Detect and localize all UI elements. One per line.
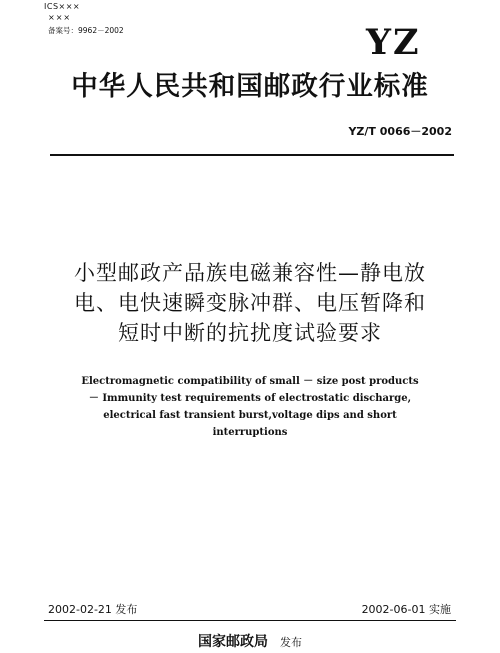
title-cn-line: 短时中断的抗扰度试验要求 <box>118 321 382 345</box>
title-en-line: － Immunity test requirements of electrostatic discharge, <box>88 393 412 404</box>
title-cn-line: 小型邮政产品族电磁兼容性—静电放 <box>74 261 426 285</box>
title-en-line: Electromagnetic compatibility of small － size post products <box>81 376 419 387</box>
title-en-line: electrical fast transient burst,voltage dips and short <box>103 410 397 421</box>
record-number: 备案号：9962－2002 <box>48 26 124 35</box>
yz-logo: YZ <box>366 22 421 63</box>
footer-divider <box>44 620 456 621</box>
implementation-date: 2002-06-01 实施 <box>361 603 451 616</box>
publish-verb: 发布 <box>280 636 302 649</box>
title-cn-line: 电、电快速瞬变脉冲群、电压暂降和 <box>74 291 426 315</box>
issue-date: 2002-02-21 发布 <box>48 603 138 616</box>
header-divider <box>50 154 454 156</box>
publisher-name: 国家邮政局 <box>198 634 268 650</box>
publisher-line <box>0 631 500 651</box>
standard-number: YZ/T 0066－2002 <box>348 125 452 138</box>
document-title-en <box>0 373 500 441</box>
title-en-line: interruptions <box>212 427 288 438</box>
ics-code: ICS××× <box>44 2 81 11</box>
document-title-cn <box>0 258 500 348</box>
standard-category-title: 中华人民共和国邮政行业标准 <box>71 71 429 102</box>
ics-sub-code: ××× <box>48 13 72 22</box>
